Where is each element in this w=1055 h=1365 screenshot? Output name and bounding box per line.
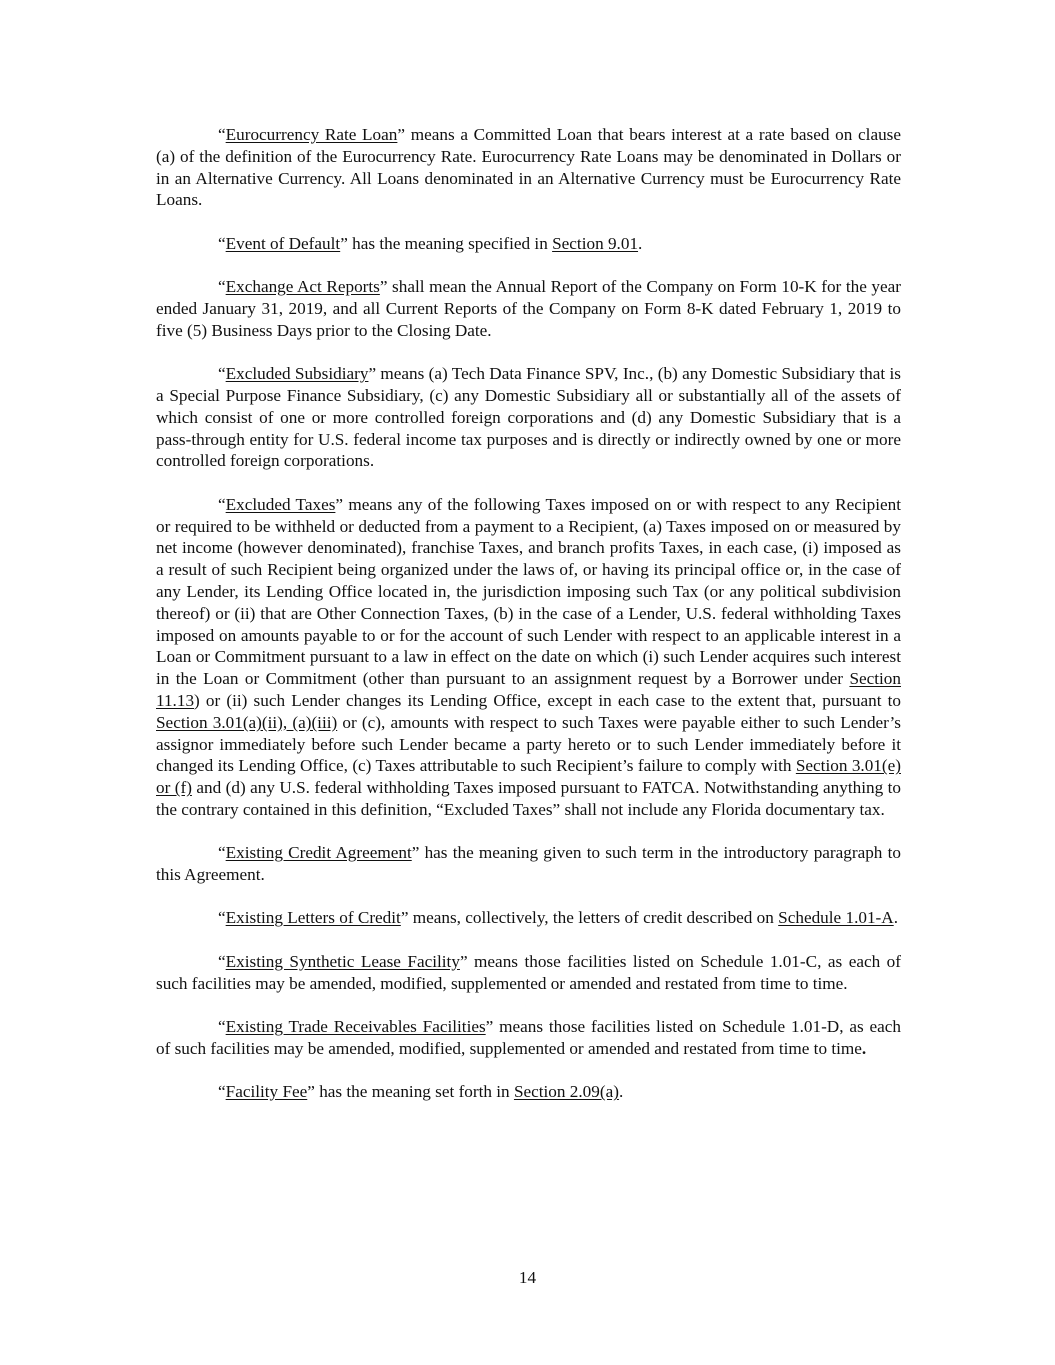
defined-term: Event of Default [225,233,341,253]
definition-text: . [638,233,643,253]
cross-reference: Section 11.13 [156,669,901,710]
definition-text: ” means (a) Tech Data Finance SPV, Inc., (b) any Domestic Subsidiary that is a Special Purpose Finance Subsidiary, (c) any Domestic Subsidiary all or substantially all of the assets of which consist of one or more controlled foreign corporations and (d) any Domestic Subsidiary that is a pass-through entity for U.S. federal income tax purposes and is directly or indirectly owned by one or more controlled foreign corporations. [156,364,901,471]
definition-text: ” means any of the following Taxes imposed on or with respect to any Recipient or required to be withheld or deducted from a payment to a Recipient, (a) Taxes imposed on or measured by net income (however denominated), franchise Taxes, and branch profits Taxes, in each case, (i) imposed as a result of such Recipient being organized under the laws of, or having its principal office or, in the case of any Lender, its Lending Office located in, the jurisdiction imposing such Tax (or any political subdivision thereof) or (ii) that are Other Connection Taxes, (b) in the case of a Lender, U.S. federal withholding Taxes imposed on amounts payable to or for the account of such Lender with respect to an applicable interest in a Loan or Commitment pursuant to a law in effect on the date on which (i) such Lender acquires such interest in the Loan or Commitment (other than pursuant to an assignment request by a Borrower under [156,494,901,689]
cross-reference: Schedule 1.01-A [778,908,894,928]
definition-text: “ [218,277,226,297]
definition-text: “ [218,1017,226,1037]
definition-text: ” means, collectively, the letters of credit described on [400,908,779,928]
definition-text: . [893,908,898,928]
defined-term: Existing Credit Agreement [225,843,412,863]
definition-paragraph [156,124,901,211]
defined-term: Exchange Act Reports [225,277,380,297]
definition-text: “ [218,1082,226,1102]
definition-text: and (d) any U.S. federal withholding Taxes imposed pursuant to FATCA. Notwithstanding anything to the contrary contained in this definition, “Excluded Taxes” shall not include any Florida documentary tax. [156,778,901,819]
definition-text: ” shall mean the Annual Report of the Company on Form 10-K for the year ended January 31, 2019, and all Current Reports of the Company on Form 8-K dated February 1, 2019 to five (5) Business Days prior to the Closing Date. [156,277,901,340]
cross-reference: Section 2.09(a) [513,1082,619,1102]
definition-text: “ [218,908,226,928]
definition-text: “ [218,233,226,253]
definition-text: ” means those facilities listed on Schedule 1.01-C, as each of such facilities may be amended, modified, supplemented or amended and restated from time to time. [156,951,901,993]
definition-paragraph [156,233,901,255]
definition-text: . [618,1082,624,1102]
defined-term: Excluded Taxes [225,494,336,514]
definition-text: ) or (ii) such Lender changes its Lending Office, except in each case to the extent that, pursuant to [194,690,901,710]
definition-text: ” has the meaning given to such term in the introductory paragraph to this Agreement. [156,843,901,885]
definition-paragraph [156,1016,901,1060]
cross-reference: Section 9.01 [552,233,639,253]
definition-text: or (c), amounts with respect to such Taxes were payable either to such Lender’s assignor immediately before such Lender became a party hereto or to such Lender immediately before it changed its Lending Office, (c) Taxes attributable to such Recipient’s failure to comply with [156,712,901,776]
definition-paragraph [156,951,901,995]
definitions-list [156,124,901,1125]
definition-text: ” has the meaning set forth in [307,1082,514,1102]
defined-term: Existing Synthetic Lease Facility [225,951,460,971]
definition-text: “ [218,951,226,971]
definition-text: ” means a Committed Loan that bears interest at a rate based on clause (a) of the definition of the Eurocurrency Rate. Eurocurrency Rate Loans may be denominated in Dollars or in an Alternative Currency. All Loans denominated in an Alternative Currency must be Eurocurrency Rate Loans. [156,125,901,210]
defined-term: Existing Letters of Credit [225,908,401,928]
definition-text: . [861,1038,867,1058]
definition-text: ” has the meaning specified in [340,233,553,253]
definition-text: “ [218,843,226,863]
definition-paragraph [156,1081,901,1103]
definition-text: “ [218,494,226,514]
cross-reference: Section 3.01(a)(ii), (a)(iii) [156,712,338,732]
definition-text: ” means those facilities listed on Schedule 1.01-D, as each of such facilities may be amended, modified, supplemented or amended and restated from time to time [156,1017,901,1058]
defined-term: Eurocurrency Rate Loan [225,125,398,144]
page-number: 14 [518,1268,537,1287]
definition-paragraph [156,494,901,821]
definition-paragraph [156,276,901,341]
definition-text: “ [218,125,226,144]
defined-term: Facility Fee [225,1082,308,1102]
definition-paragraph [156,907,901,929]
definition-paragraph [156,363,901,472]
cross-reference: Section 3.01(e) or (f) [156,756,901,798]
definition-paragraph [156,842,901,886]
defined-term: Existing Trade Receivables Facilities [225,1017,486,1037]
defined-term: Excluded Subsidiary [225,364,369,384]
definition-text: “ [218,364,226,384]
